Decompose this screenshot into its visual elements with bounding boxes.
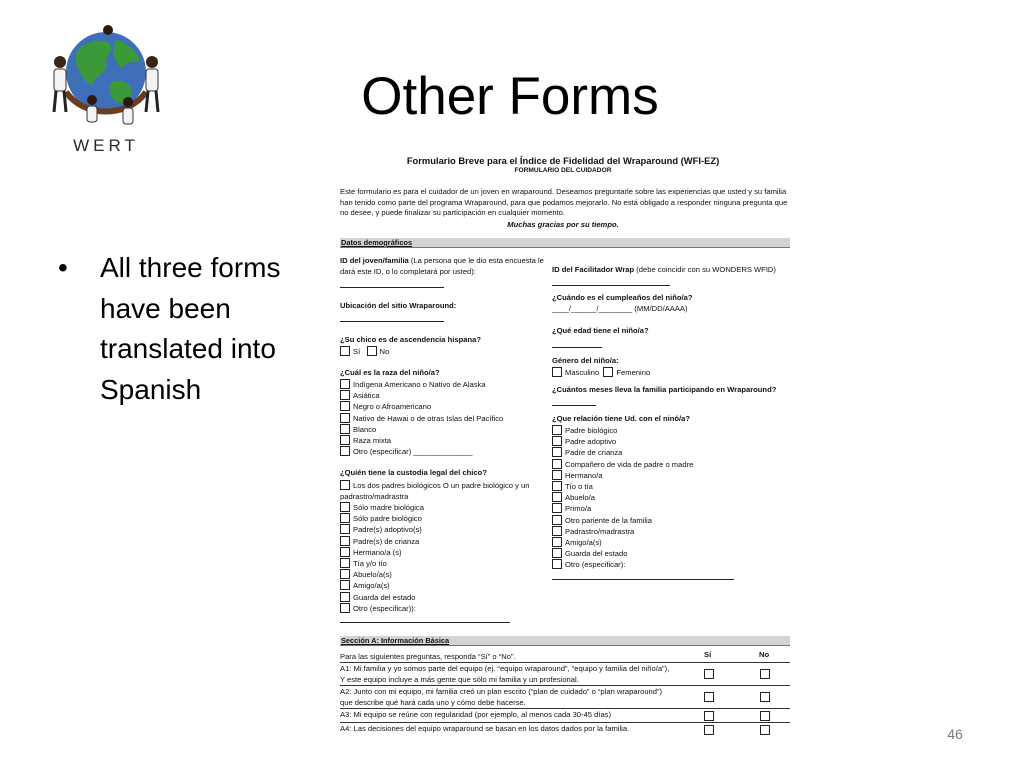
custody-checkbox bbox=[340, 603, 350, 613]
race-question: ¿Cuál es la raza del niño/a? bbox=[340, 368, 440, 377]
hispanic-options: Sí No bbox=[340, 346, 389, 358]
relation-option bbox=[552, 436, 693, 447]
relation-option bbox=[552, 503, 693, 514]
custody-checkbox bbox=[340, 536, 350, 546]
custody-option bbox=[340, 580, 424, 591]
answer-yes-checkbox bbox=[704, 669, 714, 679]
col-no-header: No bbox=[759, 650, 770, 659]
race-option bbox=[340, 379, 503, 390]
answer-no-checkbox bbox=[760, 725, 770, 735]
relation-other-line bbox=[552, 579, 734, 580]
demographics-header bbox=[340, 238, 790, 248]
form-intro: Este formulario es para el cuidador de un joven en wraparound. Deseamos preguntarle sobre las experiencias que usted y su familia han tenido como parte del programa Wraparound, para que podamos mejorarlo. No está obligado a responder ninguna pregunta que no desee, y puede finalizar su participación en cualquier momento. bbox=[340, 187, 788, 218]
race-option bbox=[340, 401, 503, 412]
race-option bbox=[340, 390, 503, 401]
relation-checkbox bbox=[552, 537, 562, 547]
race-checkbox bbox=[340, 390, 350, 400]
custody-option-label: Tía y/o tío bbox=[353, 558, 387, 568]
wert-logo bbox=[44, 22, 168, 162]
form-thanks: Muchas gracias por su tiempo. bbox=[507, 219, 619, 229]
custody-checkbox bbox=[340, 524, 350, 534]
bullet-text: All three forms have been translated into Spanish bbox=[100, 252, 281, 405]
custody-option bbox=[340, 592, 424, 603]
bullet-symbol: • bbox=[58, 252, 68, 283]
custody-option-label: Sólo madre biológica bbox=[353, 503, 424, 512]
answer-no-checkbox bbox=[760, 692, 770, 702]
race-checkbox bbox=[340, 379, 350, 389]
custody-option bbox=[340, 569, 424, 580]
relation-checkbox bbox=[552, 436, 562, 446]
hispanic-no-checkbox bbox=[367, 346, 377, 356]
relation-option-label: Padrastro/madrastra bbox=[565, 526, 635, 536]
birthday-format: ____/______/________ (MM/DD/AAAA) bbox=[552, 304, 688, 313]
race-checkbox bbox=[340, 413, 350, 423]
relation-option-label: Padre de crianza bbox=[565, 448, 623, 458]
section-a-row bbox=[340, 662, 790, 686]
relation-checkbox bbox=[552, 447, 562, 457]
spanish-form-image bbox=[332, 150, 794, 744]
custody-option bbox=[340, 536, 424, 547]
section-a-header-label: Sección A: Información Básica bbox=[341, 636, 450, 645]
relation-option-label: Abuelo/a bbox=[565, 493, 595, 503]
relation-option-label: Otro pariente de la familia bbox=[565, 515, 652, 525]
section-a-question: A3: Mi equipo se reúne con regularidad (por ejemplo, al menos cada 30-45 días) bbox=[340, 710, 612, 719]
custody-option-label: Amigo/a(s) bbox=[353, 581, 390, 591]
section-a-header bbox=[340, 636, 790, 646]
relation-option-label: Tío o tía bbox=[565, 481, 593, 491]
custody-first-checkbox bbox=[340, 480, 350, 490]
relation-checkbox bbox=[552, 492, 562, 502]
age-question: ¿Qué edad tiene el niño/a? bbox=[552, 326, 649, 335]
gender-female-checkbox bbox=[603, 367, 613, 377]
relation-checkbox bbox=[552, 548, 562, 558]
race-option-label: Negro o Afroamericano bbox=[353, 402, 432, 412]
race-option bbox=[340, 424, 503, 435]
hispanic-question: ¿Su chico es de ascendencia hispana? bbox=[340, 335, 481, 344]
custody-option-label: Guarda del estado bbox=[353, 592, 416, 602]
relation-option bbox=[552, 459, 693, 470]
custody-checkbox bbox=[340, 569, 350, 579]
section-a-row bbox=[340, 685, 790, 709]
youth-id-line bbox=[340, 287, 444, 288]
relation-option bbox=[552, 515, 693, 526]
relation-option bbox=[552, 447, 693, 458]
custody-options bbox=[340, 502, 424, 614]
relation-option-label: Otro (especificar): bbox=[565, 560, 626, 570]
gender-question: Género del niño/a: bbox=[552, 356, 619, 365]
race-option-label: Indígena Americano o Nativo de Alaska bbox=[353, 380, 486, 389]
relation-checkbox bbox=[552, 526, 562, 536]
custody-option-label: Padre(s) adoptivo(s) bbox=[353, 525, 422, 535]
slide-title: Other Forms bbox=[361, 67, 659, 126]
relation-option bbox=[552, 492, 693, 503]
answer-yes-checkbox bbox=[704, 692, 714, 702]
relation-option bbox=[552, 548, 693, 559]
custody-checkbox bbox=[340, 513, 350, 523]
relation-checkbox bbox=[552, 470, 562, 480]
relation-option bbox=[552, 559, 693, 570]
relation-option-label: Primo/a bbox=[565, 504, 592, 514]
section-a-row bbox=[340, 708, 790, 723]
relation-option-label: Padre biológico bbox=[565, 426, 618, 435]
section-a-instruction: Para las siguientes preguntas, responda “Sí” o “No”. bbox=[340, 652, 516, 661]
relation-checkbox bbox=[552, 503, 562, 513]
custody-option-label: Padre(s) de crianza bbox=[353, 536, 420, 546]
custody-option bbox=[340, 524, 424, 535]
section-a-question: A1: Mi familia y yo somos parte del equipo (ej. “equipo wraparound”, “equipo y familia del niño/a”), Y este equipo incluye a más gente que sólo mi familia y un profesional. bbox=[340, 664, 670, 684]
race-option-label: Otro (especificar) ______________ bbox=[353, 447, 473, 457]
gender-male-checkbox bbox=[552, 367, 562, 377]
relation-option bbox=[552, 470, 693, 481]
site-question: Ubicación del sitio Wraparound: bbox=[340, 301, 457, 310]
custody-option bbox=[340, 502, 424, 513]
custody-checkbox bbox=[340, 580, 350, 590]
months-question: ¿Cuántos meses lleva la familia participando en Wraparound? bbox=[552, 385, 777, 394]
custody-checkbox bbox=[340, 502, 350, 512]
relation-option-label: Guarda del estado bbox=[565, 549, 628, 559]
globe-people-icon bbox=[44, 22, 168, 138]
section-a-question: A2: Junto con mi equipo, mi familia creó un plan escrito (“plan de cuidado” o “plan wraparound”) que describe qué hará cada uno y cómo debe hacerse. bbox=[340, 687, 663, 707]
custody-option bbox=[340, 558, 424, 569]
relation-option-label: Amigo/a(s) bbox=[565, 537, 602, 547]
relation-checkbox bbox=[552, 425, 562, 435]
relation-options bbox=[552, 425, 693, 570]
form-title: Formulario Breve para el Índice de Fidelidad del Wraparound (WFI-EZ) bbox=[406, 155, 720, 166]
custody-option-label: Sólo padre biológico bbox=[353, 514, 422, 524]
gender-options: Masculino Femenino bbox=[552, 367, 650, 379]
race-option bbox=[340, 435, 503, 446]
form-subtitle: FORMULARIO DEL CUIDADOR bbox=[514, 167, 612, 174]
answer-yes-checkbox bbox=[704, 725, 714, 735]
hispanic-yes-checkbox bbox=[340, 346, 350, 356]
site-line bbox=[340, 321, 444, 322]
youth-id-question: ID del joven/familia (La persona que le dio esta encuesta le dará este ID, o lo completará por usted): bbox=[340, 256, 544, 276]
months-line bbox=[552, 405, 596, 406]
race-checkbox bbox=[340, 424, 350, 434]
relation-checkbox bbox=[552, 459, 562, 469]
custody-first-option: Los dos padres biológicos O un padre biológico y un padrastro/madrastra bbox=[340, 481, 530, 501]
custody-option bbox=[340, 547, 424, 558]
custody-checkbox bbox=[340, 592, 350, 602]
relation-checkbox bbox=[552, 559, 562, 569]
custody-checkbox bbox=[340, 547, 350, 557]
custody-other-line bbox=[340, 622, 510, 623]
custody-option-label: Otro (especificar)): bbox=[353, 603, 416, 613]
relation-option-label: Padre adoptivo bbox=[565, 437, 617, 447]
age-line bbox=[552, 347, 602, 348]
custody-option bbox=[340, 513, 424, 524]
custody-option-label: Abuelo/a(s) bbox=[353, 570, 392, 580]
race-option-label: Blanco bbox=[353, 424, 377, 434]
race-option bbox=[340, 446, 503, 457]
race-option-label: Nativo de Hawai o de otras Islas del Pacífico bbox=[353, 413, 504, 423]
logo-wordmark: WERT bbox=[73, 136, 139, 155]
race-checkbox bbox=[340, 435, 350, 445]
relation-option bbox=[552, 537, 693, 548]
race-checkbox bbox=[340, 446, 350, 456]
relation-checkbox bbox=[552, 515, 562, 525]
race-options bbox=[340, 379, 503, 457]
race-option-label: Asiática bbox=[353, 391, 380, 401]
page-number: 46 bbox=[947, 726, 963, 742]
section-a-question: A4: Las decisiones del equipo wraparound se basan en los datos dados por la familia. bbox=[340, 724, 630, 733]
facilitator-line bbox=[552, 285, 670, 286]
answer-no-checkbox bbox=[760, 669, 770, 679]
custody-question: ¿Quién tiene la custodia legal del chico? bbox=[340, 468, 487, 477]
section-a-row bbox=[340, 722, 790, 737]
answer-no-checkbox bbox=[760, 711, 770, 721]
demographics-header-label: Datos demográficos bbox=[341, 238, 413, 247]
race-option bbox=[340, 413, 503, 424]
birthday-question: ¿Cuándo es el cumpleaños del niño/a? bbox=[552, 293, 693, 302]
custody-option-label: Hermano/a (s) bbox=[353, 547, 402, 557]
facilitator-question: ID del Facilitador Wrap (debe coincidir con su WONDERS WFID) bbox=[552, 265, 776, 274]
relation-checkbox bbox=[552, 481, 562, 491]
race-checkbox bbox=[340, 401, 350, 411]
custody-option bbox=[340, 603, 424, 614]
race-option-label: Raza mixta bbox=[353, 435, 391, 445]
relation-option-label: Compañero de vida de padre o madre bbox=[565, 459, 694, 469]
relation-option bbox=[552, 526, 693, 537]
relation-option bbox=[552, 425, 693, 436]
custody-checkbox bbox=[340, 558, 350, 568]
relation-option bbox=[552, 481, 693, 492]
form-left-column bbox=[340, 256, 545, 277]
relation-option-label: Hermano/a bbox=[565, 470, 603, 480]
col-yes-header: Sí bbox=[704, 650, 712, 659]
relation-question: ¿Que relación tiene Ud. con el ninó/a? bbox=[552, 414, 690, 423]
answer-yes-checkbox bbox=[704, 711, 714, 721]
